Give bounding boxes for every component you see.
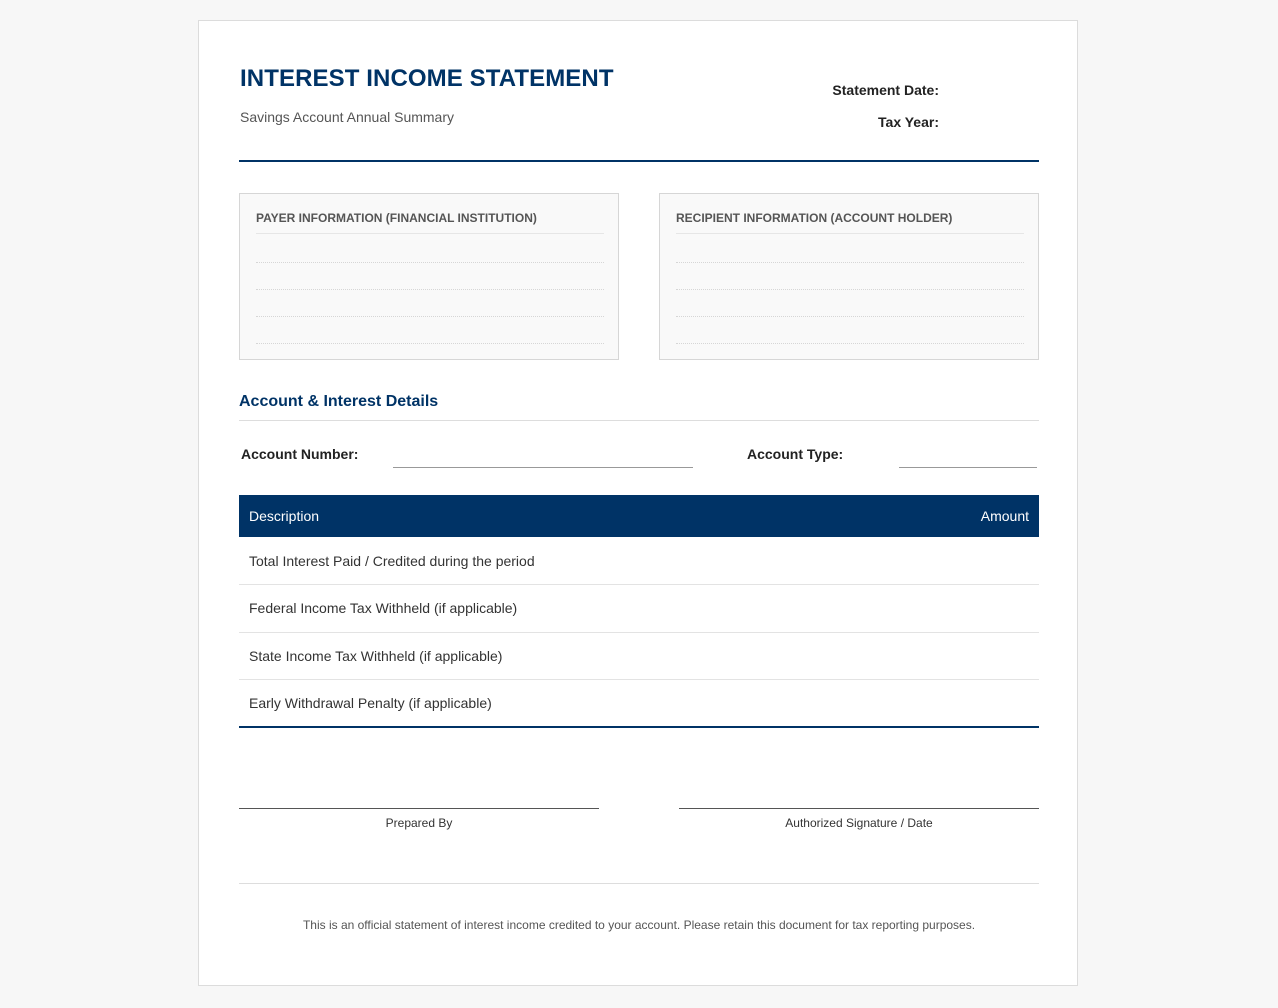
- table-row: [239, 585, 1039, 633]
- tax-year-label: Tax Year:: [878, 114, 939, 130]
- document-subtitle: Savings Account Annual Summary: [240, 109, 455, 125]
- payer-line: [256, 343, 604, 344]
- footer-divider: [239, 883, 1039, 884]
- recipient-line: [676, 343, 1024, 344]
- table-header-row: [239, 495, 1039, 537]
- recipient-info-box: [659, 193, 1039, 360]
- payer-info-title: PAYER INFORMATION (FINANCIAL INSTITUTION): [256, 211, 537, 225]
- description-column-header: Description: [239, 495, 893, 537]
- payer-line: [256, 289, 604, 290]
- row-description: Early Withdrawal Penalty (if applicable): [239, 680, 893, 728]
- row-description: State Income Tax Withheld (if applicable): [239, 632, 893, 680]
- row-description: Federal Income Tax Withheld (if applicable): [239, 585, 893, 633]
- interest-table: [239, 495, 1039, 728]
- section-divider: [239, 420, 1039, 421]
- authorized-signature-label: Authorized Signature / Date: [785, 816, 933, 830]
- payer-title-divider: [256, 233, 604, 234]
- payer-line: [256, 316, 604, 317]
- document-title: INTEREST INCOME STATEMENT: [240, 65, 614, 92]
- footer-note: This is an official statement of interest income credited to your account. Please retain this document for tax reporting purposes.: [302, 918, 976, 932]
- table-row: [239, 680, 1039, 728]
- recipient-title-divider: [676, 233, 1024, 234]
- recipient-info-title: RECIPIENT INFORMATION (ACCOUNT HOLDER): [676, 211, 953, 225]
- row-amount[interactable]: [893, 680, 1039, 728]
- account-number-label: Account Number:: [241, 446, 359, 462]
- recipient-line: [676, 316, 1024, 317]
- row-amount[interactable]: [893, 632, 1039, 680]
- recipient-line: [676, 289, 1024, 290]
- account-type-label: Account Type:: [747, 446, 844, 462]
- prepared-by-label: Prepared By: [385, 816, 453, 830]
- recipient-line: [676, 262, 1024, 263]
- authorized-signature-line[interactable]: [679, 808, 1039, 809]
- statement-date-label: Statement Date:: [832, 82, 939, 98]
- row-description: Total Interest Paid / Credited during the period: [239, 537, 893, 585]
- account-type-field[interactable]: [899, 467, 1037, 468]
- payer-line: [256, 262, 604, 263]
- header-divider: [239, 160, 1039, 162]
- payer-info-box: [239, 193, 619, 360]
- prepared-by-line[interactable]: [239, 808, 599, 809]
- amount-column-header: Amount: [893, 495, 1039, 537]
- row-amount[interactable]: [893, 585, 1039, 633]
- table-row: [239, 632, 1039, 680]
- statement-sheet: [198, 20, 1078, 986]
- account-details-heading: Account & Interest Details: [239, 393, 439, 410]
- account-number-field[interactable]: [393, 467, 693, 468]
- table-row: [239, 537, 1039, 585]
- row-amount[interactable]: [893, 537, 1039, 585]
- prepared-by-signature: [239, 808, 599, 830]
- authorized-signature: [679, 808, 1039, 830]
